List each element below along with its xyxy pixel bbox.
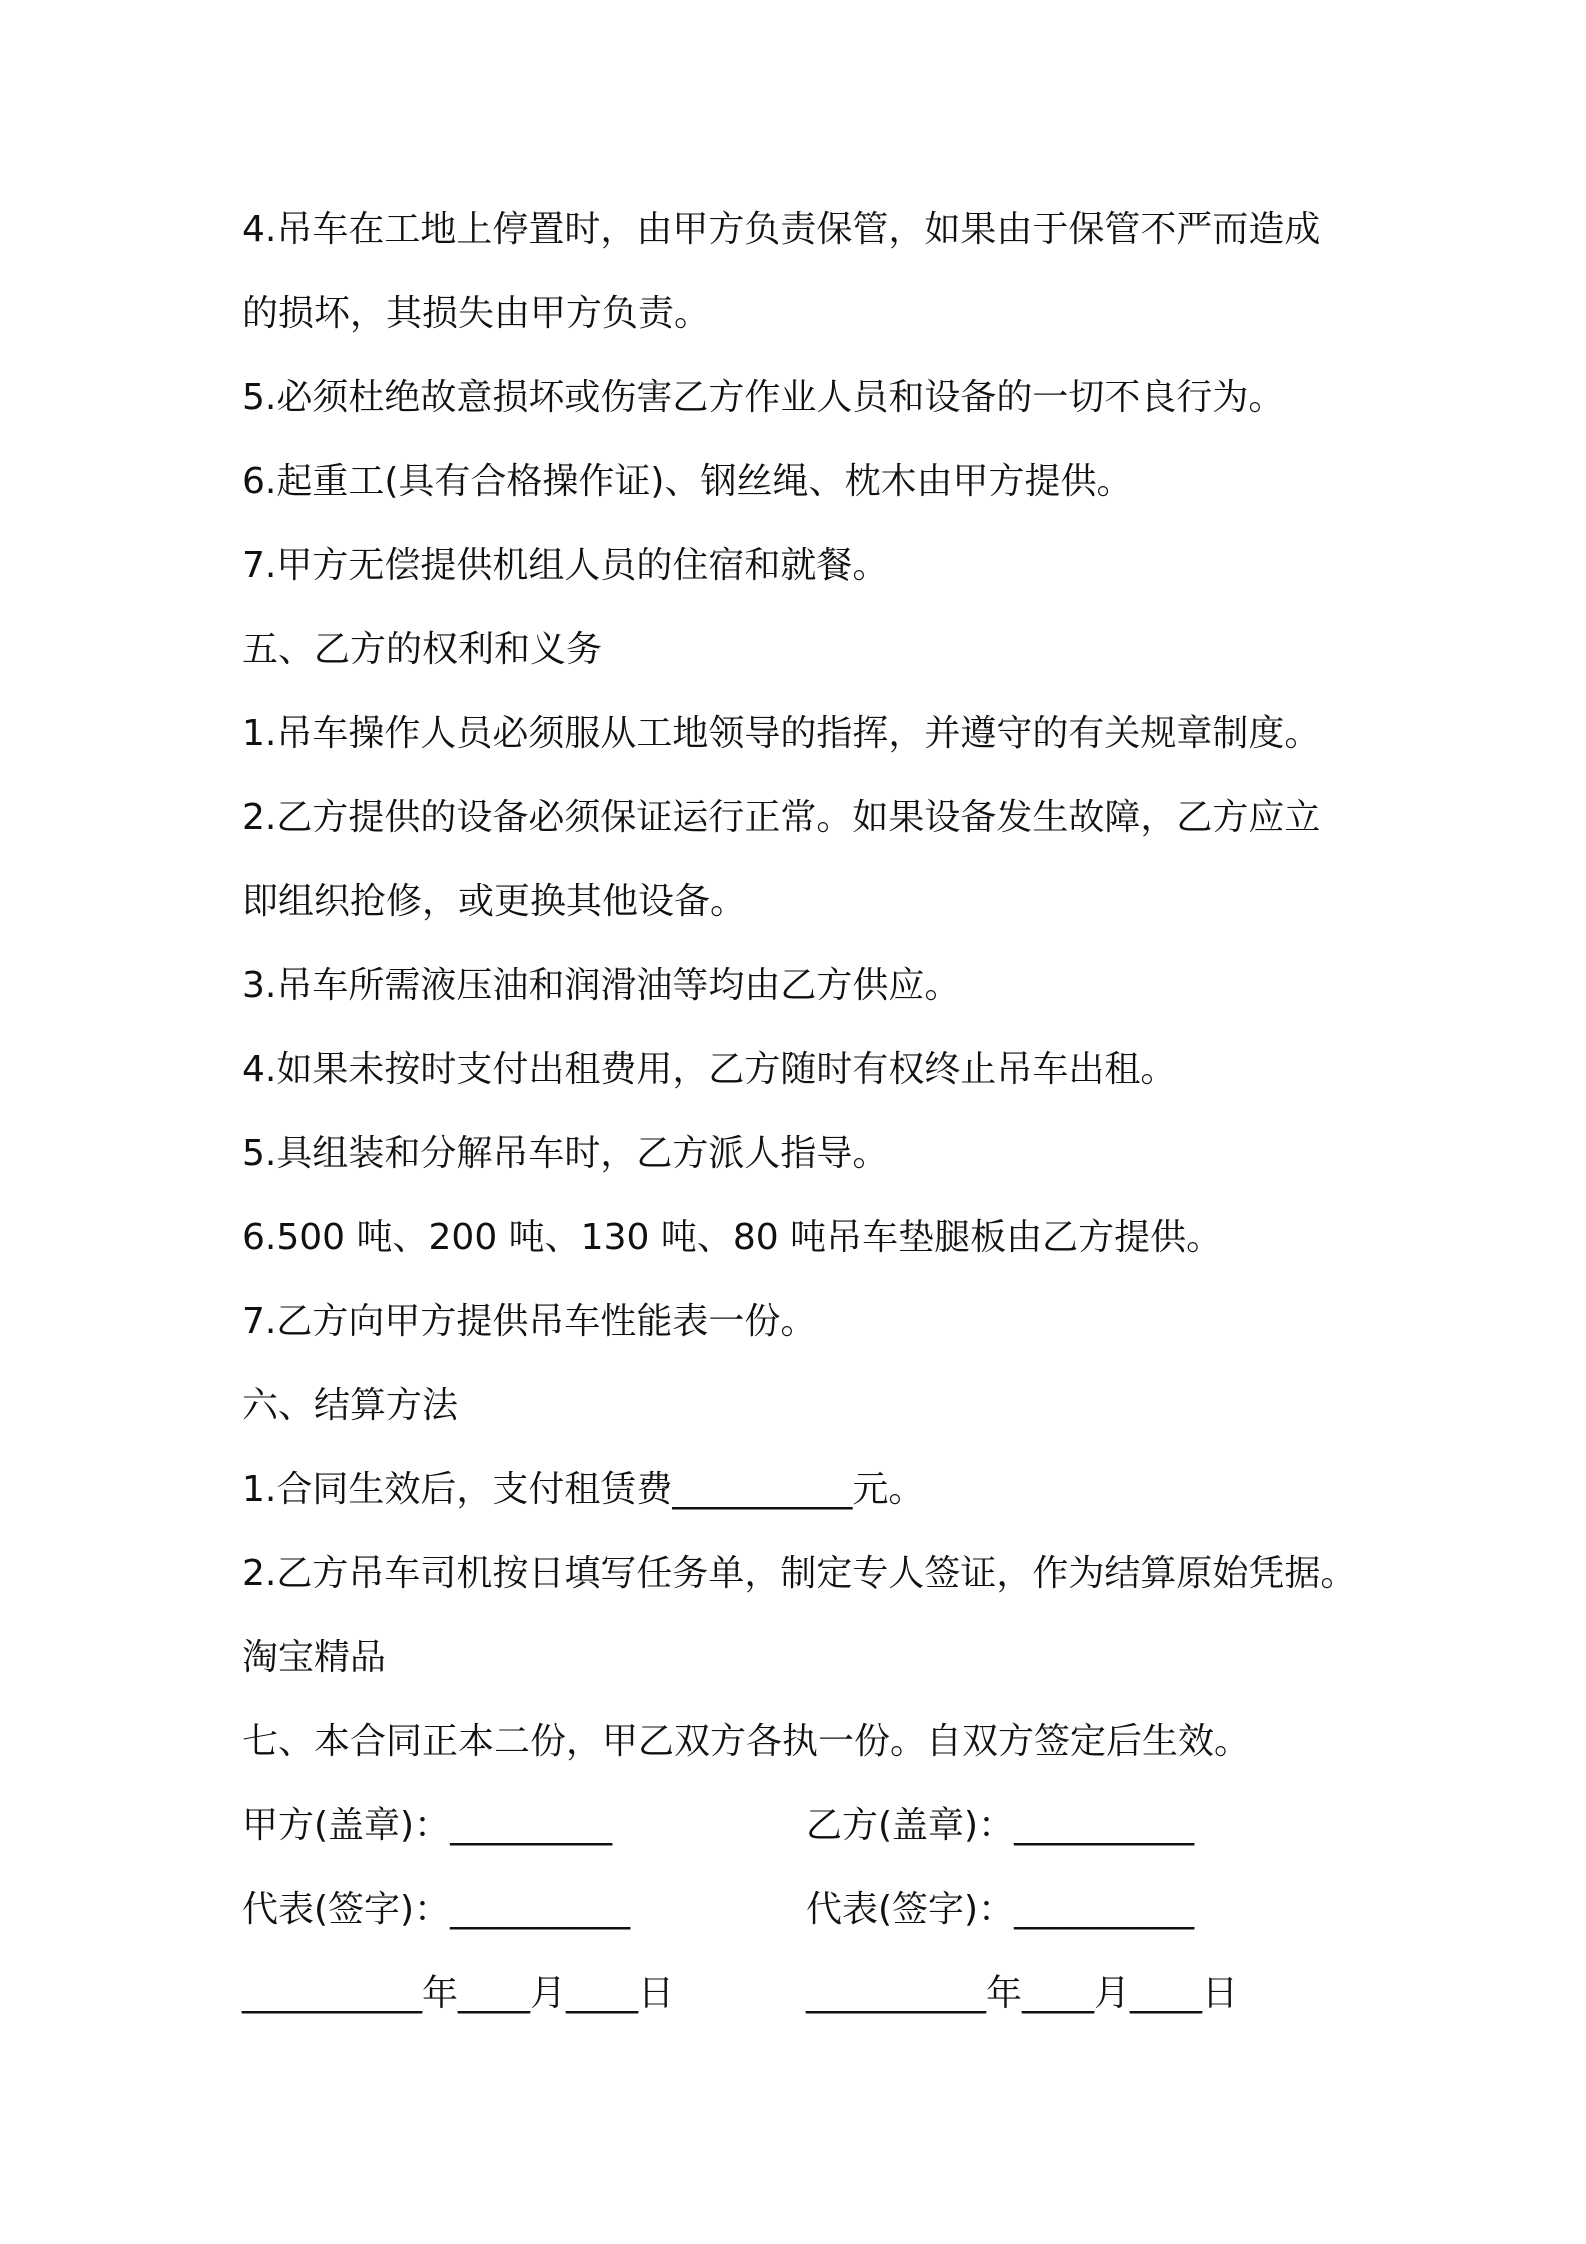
party-b-clause-1: 1.吊车操作人员必须服从工地领导的指挥，并遵守的有关规章制度。 — [242, 713, 1321, 754]
clause-4-2: 的损坏，其损失由甲方负责。 — [242, 293, 711, 334]
party-b-date-line: __________年____月____日 — [806, 1973, 1238, 2014]
party-b-clause-7: 7.乙方向甲方提供吊车性能表一份。 — [242, 1301, 817, 1342]
clause-5: 5.必须杜绝故意损坏或伤害乙方作业人员和设备的一切不良行为。 — [242, 377, 1285, 418]
party-a-rep-line: 代表(签字)：__________ — [242, 1889, 631, 1930]
clause-6: 6.起重工(具有合格操作证)、钢丝绳、枕木由甲方提供。 — [242, 461, 1133, 502]
party-a-seal-line: 甲方(盖章)：_________ — [242, 1805, 613, 1846]
settlement-clause-1: 1.合同生效后，支付租赁费__________元。 — [242, 1469, 925, 1510]
party-b-rep-line: 代表(签字)：__________ — [806, 1889, 1195, 1930]
settlement-clause-2: 2.乙方吊车司机按日填写任务单，制定专人签证，作为结算原始凭据。 — [242, 1553, 1357, 1594]
party-b-clause-2-2: 即组织抢修，或更换其他设备。 — [242, 881, 747, 922]
party-b-seal-line: 乙方(盖章)：__________ — [806, 1805, 1195, 1846]
party-b-clause-2-1: 2.乙方提供的设备必须保证运行正常。如果设备发生故障，乙方应立 — [242, 797, 1321, 838]
party-b-clause-6: 6.500 吨、200 吨、130 吨、80 吨吊车垫腿板由乙方提供。 — [242, 1217, 1223, 1258]
section-seven: 七、本合同正本二份，甲乙双方各执一份。自双方签定后生效。 — [242, 1721, 1251, 1762]
party-a-date-line: __________年____月____日 — [242, 1973, 674, 2014]
section-five-heading: 五、乙方的权利和义务 — [242, 629, 603, 670]
section-six-heading: 六、结算方法 — [242, 1385, 459, 1426]
clause-7: 7.甲方无偿提供机组人员的住宿和就餐。 — [242, 545, 889, 586]
clause-4-1: 4.吊车在工地上停置时，由甲方负责保管，如果由于保管不严而造成 — [242, 209, 1321, 250]
party-b-clause-4: 4.如果未按时支付出租费用，乙方随时有权终止吊车出租。 — [242, 1049, 1177, 1090]
watermark-text: 淘宝精品 — [242, 1637, 387, 1678]
party-b-clause-5: 5.具组装和分解吊车时，乙方派人指导。 — [242, 1133, 889, 1174]
party-b-clause-3: 3.吊车所需液压油和润滑油等均由乙方供应。 — [242, 965, 961, 1006]
